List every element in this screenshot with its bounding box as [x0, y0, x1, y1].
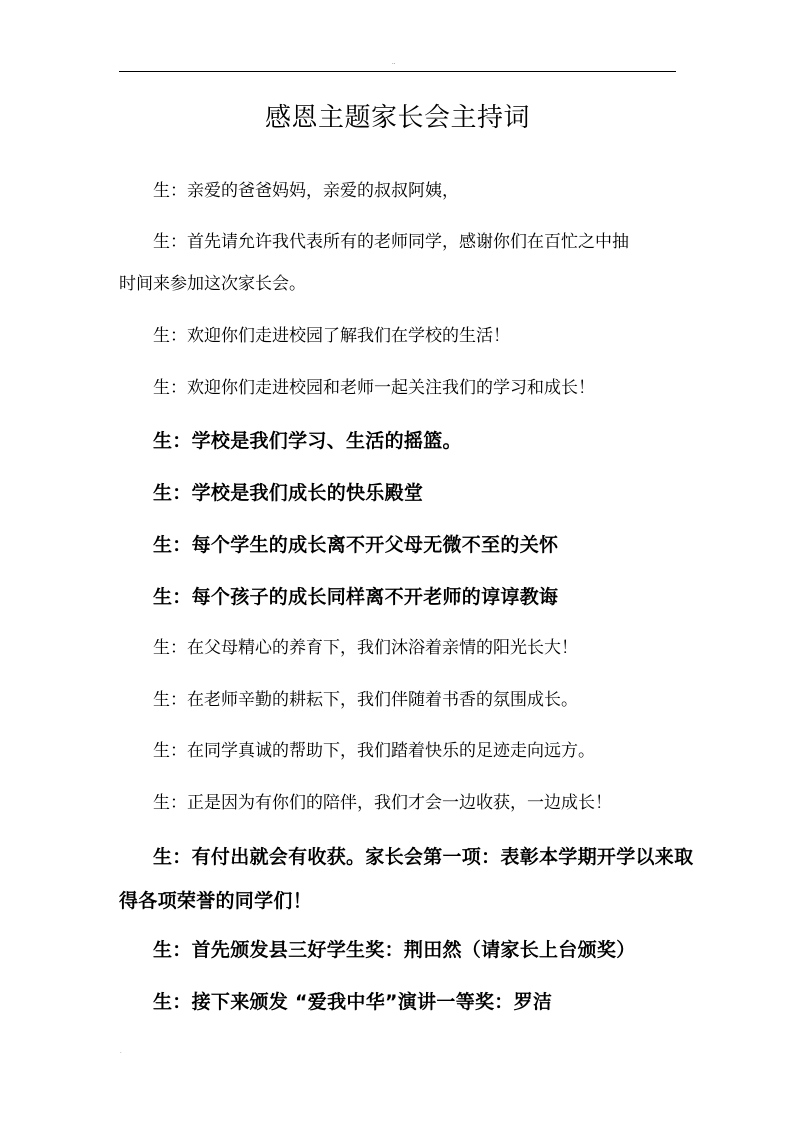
paragraph-line: 得各项荣誉的同学们！ [119, 890, 313, 912]
paragraph-1 [119, 180, 677, 202]
paragraph-7 [119, 533, 677, 557]
paragraph-line: 生：首先颁发县三好学生奖：荆田然（请家长上台颁奖） [153, 939, 636, 961]
paragraph-line: 生：在父母精心的养育下，我们沐浴着亲情的阳光长大！ [153, 638, 578, 658]
paragraph-line: 生：欢迎你们走进校园和老师一起关注我们的学习和成长！ [153, 378, 595, 398]
paragraph-line: 生：首先请允许我代表所有的老师同学，感谢你们在百忙之中抽 [153, 232, 629, 252]
paragraph-line: 生：每个学生的成长离不开父母无微不至的关怀 [153, 534, 559, 556]
paragraph-line: 时间来参加这次家长会。 [119, 274, 306, 294]
header-mark: .. [392, 60, 396, 66]
paragraph-15 [119, 990, 677, 1014]
paragraph-line: 生：在老师辛勤的耕耘下，我们伴随着书香的氛围成长。 [153, 690, 578, 710]
paragraph-12 [119, 792, 677, 814]
paragraph-line: 生：亲爱的爸爸妈妈，亲爱的叔叔阿姨， [153, 181, 459, 201]
paragraph-13 [119, 845, 694, 913]
paragraph-4 [119, 377, 677, 399]
paragraph-line: 生：正是因为有你们的陪伴，我们才会一边收获，一边成长！ [153, 793, 612, 813]
paragraph-line: 生：学校是我们成长的快乐殿堂 [153, 482, 424, 504]
paragraph-10 [119, 689, 677, 711]
paragraph-8 [119, 585, 677, 609]
document-title: 感恩主题家长会主持词 [264, 103, 530, 133]
paragraph-line: 生：每个孩子的成长同样离不开老师的谆谆教诲 [153, 586, 559, 608]
paragraph-2 [119, 231, 677, 295]
paragraph-line: 生：有付出就会有收获。家长会第一项：表彰本学期开学以来取 [153, 846, 694, 868]
paragraph-line: 生：欢迎你们走进校园了解我们在学校的生活！ [153, 326, 510, 346]
paragraph-3 [119, 325, 677, 347]
paragraph-line: 生：在同学真诚的帮助下，我们踏着快乐的足迹走向远方。 [153, 741, 595, 761]
paragraph-line: 生：学校是我们学习、生活的摇篮。 [153, 430, 462, 452]
header-rule [119, 71, 676, 72]
paragraph-6 [119, 481, 677, 505]
paragraph-5 [119, 429, 677, 453]
footer-mark: . [120, 1049, 122, 1055]
paragraph-14 [119, 938, 677, 962]
paragraph-11 [119, 740, 677, 762]
paragraph-9 [119, 637, 677, 659]
paragraph-line: 生：接下来颁发 “爱我中华”演讲一等奖：罗洁 [153, 991, 553, 1013]
